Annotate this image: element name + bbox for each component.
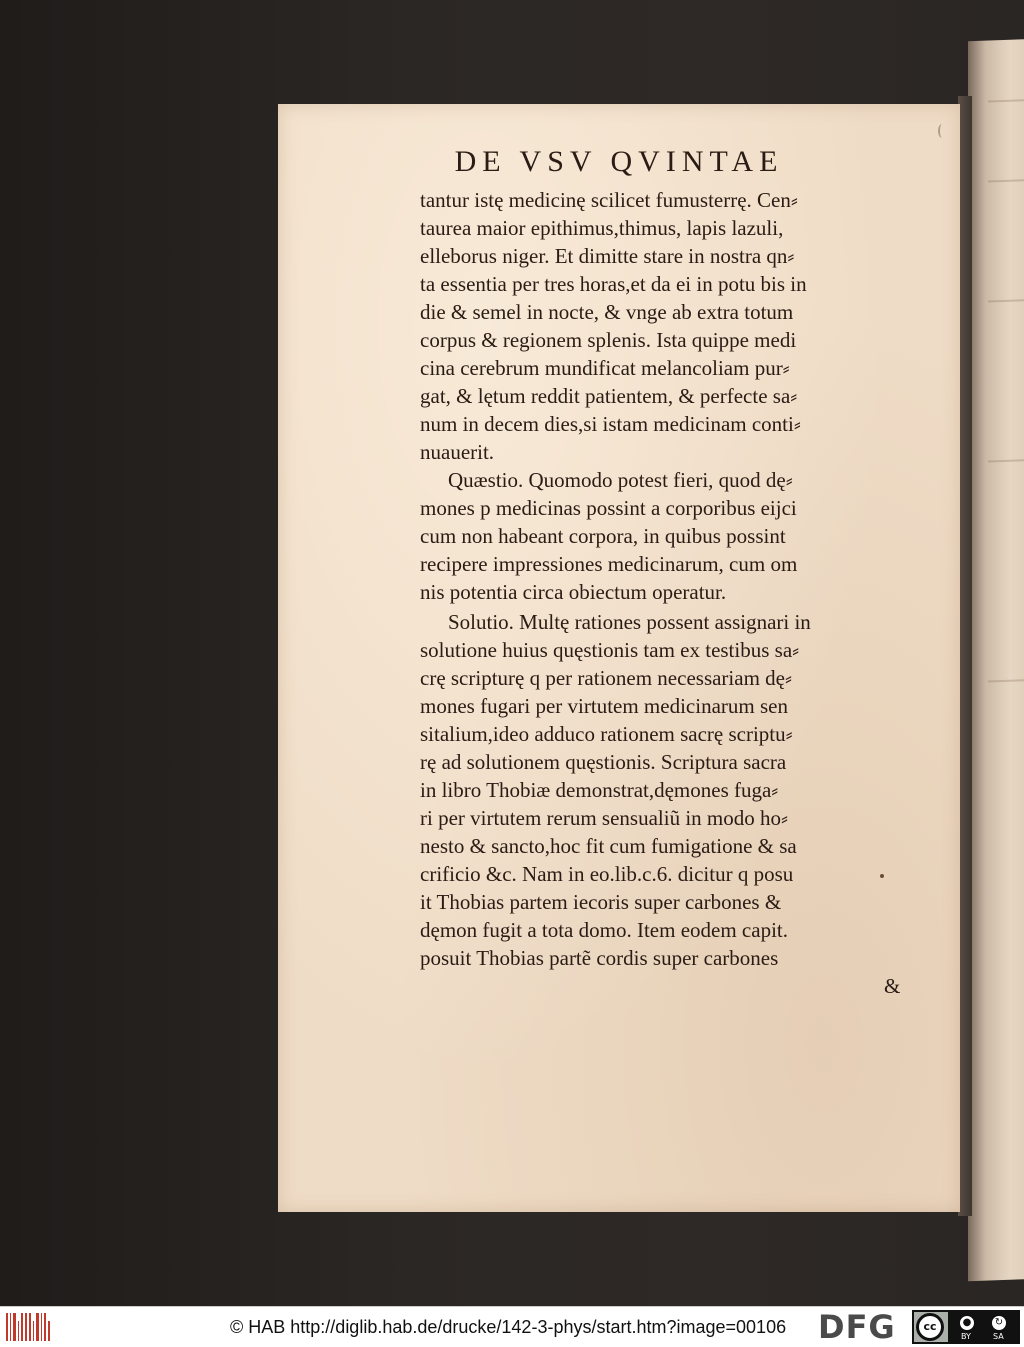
text-line: rę ad solutionem quęstionis. Scriptura sacra xyxy=(420,750,787,774)
cc-by-sa-license-badge[interactable] xyxy=(912,1310,1020,1344)
text-line: sitalium,ideo adduco rationem sacrę scriptu⸗ xyxy=(420,722,793,746)
sa-label: SA xyxy=(993,1332,1004,1341)
book-page xyxy=(278,104,960,1212)
text-line: posuit Thobias partẽ cordis super carbones xyxy=(420,946,779,970)
paper-mark xyxy=(938,124,946,138)
text-line: it Thobias partem iecoris super carbones & xyxy=(420,890,782,914)
text-line: corpus & regionem splenis. Ista quippe medi xyxy=(420,328,797,352)
running-heading: DE VSV QVINTAE xyxy=(454,145,784,178)
attribution-person-icon: ● xyxy=(958,1314,976,1332)
barcode-icon xyxy=(6,1313,50,1341)
catchword: & xyxy=(884,974,901,998)
text-line: crificio &c. Nam in eo.lib.c.6. dicitur q posu xyxy=(420,862,794,886)
text-line: ri per virtutem rerum sensualiũ in modo ho⸗ xyxy=(420,806,789,830)
text-line: nuauerit. xyxy=(420,440,495,464)
text-line: recipere impressiones medicinarum, cum om xyxy=(420,552,798,576)
text-line: die & semel in nocte, & vnge ab extra totum xyxy=(420,300,794,324)
text-line: nis potentia circa obiectum operatur. xyxy=(420,580,727,604)
text-line: num in decem dies,si istam medicinam conti⸗ xyxy=(420,412,801,436)
viewer-footer xyxy=(0,1306,1024,1347)
facing-page-edge xyxy=(968,39,1024,1281)
by-label: BY xyxy=(961,1332,971,1341)
text-line: cina cerebrum mundificat melancoliam pur⸗ xyxy=(420,356,790,380)
cc-icon: cc xyxy=(916,1313,944,1341)
text-line: elleborus niger. Et dimitte stare in nostra qn⸗ xyxy=(420,244,795,268)
text-line: ta essentia per tres horas,et da ei in potu bis in xyxy=(420,272,807,296)
text-line: in libro Thobiæ demonstrat,dęmones fuga⸗ xyxy=(420,778,779,802)
text-line: tantur istę medicinę scilicet fumusterrę. Cen⸗ xyxy=(420,188,798,212)
text-line: solutione huius quęstionis tam ex testibus sa⸗ xyxy=(420,638,800,662)
text-line: mones p medicinas possint a corporibus eijci xyxy=(420,496,797,520)
text-line: mones fugari per virtutem medicinarum sen xyxy=(420,694,788,718)
text-line: Solutio. Multę rationes possent assignari in xyxy=(448,610,811,634)
source-credit-link[interactable]: © HAB http://diglib.hab.de/drucke/142-3-phys/start.htm?image=00106 xyxy=(230,1317,787,1337)
text-line: dęmon fugit a tota domo. Item eodem capit. xyxy=(420,918,788,942)
text-line: gat, & lętum reddit patientem, & perfecte sa⸗ xyxy=(420,384,798,408)
paper-speck xyxy=(880,874,884,878)
text-line: Quæstio. Quomodo potest fieri, quod dę⸗ xyxy=(448,468,793,492)
share-alike-icon: ↻ xyxy=(990,1314,1008,1332)
page-text xyxy=(278,104,960,1212)
text-line: crę scripturę q per rationem necessariam dę⸗ xyxy=(420,666,792,690)
text-line: nesto & sancto,hoc fit cum fumigatione & sa xyxy=(420,834,797,858)
text-line: cum non habeant corpora, in quibus possint xyxy=(420,524,786,548)
dfg-logo: DFG xyxy=(818,1308,896,1346)
page-stack-edge xyxy=(958,96,972,1216)
text-line: taurea maior epithimus,thimus, lapis lazuli, xyxy=(420,216,784,240)
